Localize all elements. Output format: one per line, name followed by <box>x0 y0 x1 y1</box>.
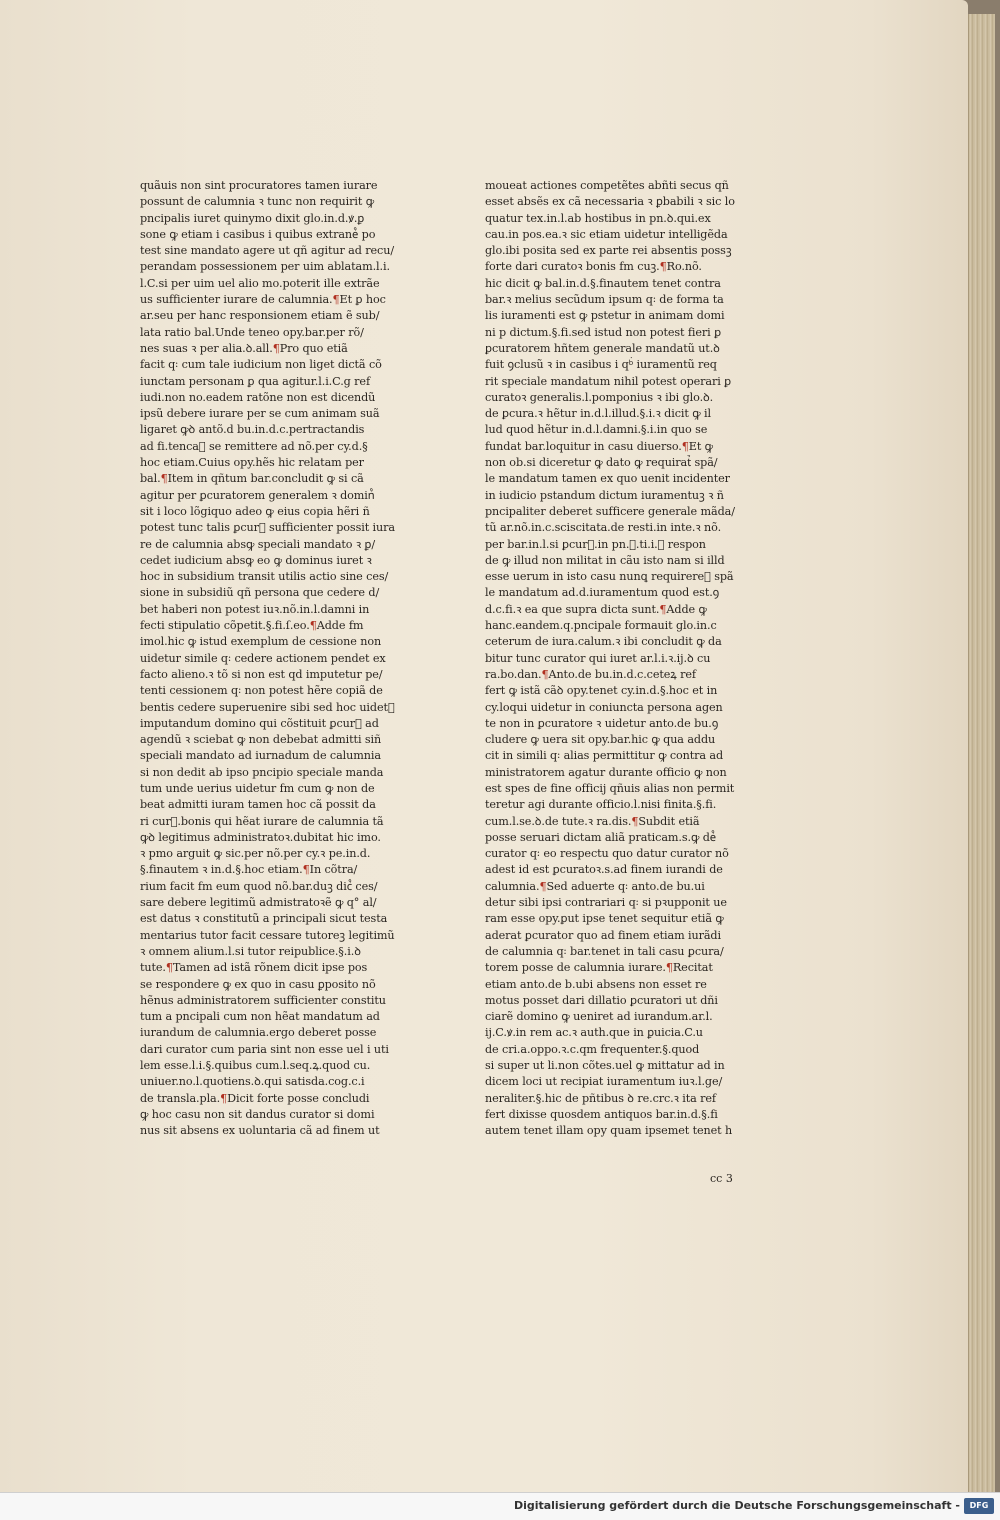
text-line: sare debere legitimũ admistratoꝛẽ ꝙ q° al/ <box>140 896 377 910</box>
text-line: ram esse opy.ꝑut ipse tenet sequitur etiã ꝙ <box>485 912 724 926</box>
text-line: ceterum de iura.calum.ꝛ ibi concludit ꝙ da <box>485 635 722 649</box>
text-line: fundat bar.loquitur in casu diuerso.¶Et ꝙ <box>485 439 713 453</box>
text-line: bal.¶Item in qñtum bar.concludit ꝙ si cã <box>140 472 364 486</box>
text-line: ꝙ hoc casu non sit dandus curator si domi <box>140 1107 375 1121</box>
text-line: ꝛ pmo arguit ꝙ sic.per nõ.per cy.ꝛ pe.in.d. <box>140 847 371 861</box>
text-line: te non in ꝑcuratore ꝛ uidetur anto.de bu.ꝯ <box>485 716 719 730</box>
text-line: hẽnus administratorem sufficienter constitu <box>140 993 386 1007</box>
text-line: le mandatum ad.d.iuramentum quod est.ꝯ <box>485 586 720 600</box>
text-line: ministratorem agatur durante officio ꝙ non <box>485 765 727 779</box>
text-line: ligaret ꝙꝺ antõ.d bu.in.d.c.pertractandis <box>140 423 365 437</box>
text-line: fert dixisse quosdem antiquos bar.in.d.§.fi <box>485 1107 718 1121</box>
text-line: autem tenet illam opy quam ipsemet tenet h <box>485 1124 733 1138</box>
text-line: tum a pncipali cum non hẽat mandatum ad <box>140 1010 380 1024</box>
text-line: cau.in pos.ea.ꝛ sic etiam uidetur intelligẽda <box>485 227 728 241</box>
rubric-paragraph-mark: ¶ <box>681 439 689 453</box>
rubric-paragraph-mark: ¶ <box>220 1091 228 1105</box>
text-line: iudi.non no.eadem ratõne non est dicendũ <box>140 390 376 404</box>
text-line: hoc in subsidium transit utilis actio sine ces/ <box>140 570 389 584</box>
text-line: ra.bo.dan.¶Anto.de bu.in.d.c.ceteꝝ ref <box>485 667 696 681</box>
rubric-paragraph-mark: ¶ <box>272 341 280 355</box>
text-line: ciarẽ domino ꝙ ueniret ad iurandum.ar.l. <box>485 1010 713 1024</box>
text-line: l.C.si per uim uel alio mo.poterit ille extrãe <box>140 276 380 290</box>
text-line: curatoꝛ generalis.l.pomponius ꝛ ibi glo.ꝺ. <box>485 390 714 404</box>
text-line: pncipaliter deberet sufficere generale mãda/ <box>485 504 735 518</box>
text-line: iunctam personam ꝑ qua agitur.l.i.C.g ref <box>140 374 370 388</box>
text-line: §.finautem ꝛ in.d.§.hoc etiam.¶In cõtra/ <box>140 863 358 877</box>
rubric-paragraph-mark: ¶ <box>165 961 173 975</box>
text-line: adest id est ꝑcuratoꝛ.s.ad finem iurandi de <box>485 863 723 877</box>
text-line: sone ꝙ etiam i casibus i quibus extrane᷒ po <box>140 227 376 241</box>
text-line: cedet iudicium absꝙ eo ꝙ dominus iuret ꝛ <box>140 553 372 567</box>
text-line: fert ꝙ istã cãꝺ opy.tenet cy.in.d.§.hoc et in <box>485 684 718 698</box>
text-line: neraliter.§.hic de pñtibus ꝺ re.crc.ꝛ ita ref <box>485 1091 716 1105</box>
text-line: dari curator cum paria sint non esse uel i uti <box>140 1042 389 1056</box>
text-line: imol.hic ꝙ istud exemplum de cessione non <box>140 635 382 649</box>
rubric-paragraph-mark: ¶ <box>541 667 549 681</box>
text-line: d.c.fi.ꝛ ea que supra dicta sunt.¶Adde ꝙ <box>485 602 707 616</box>
text-line: le mandatum tamen ex quo uenit incidenter <box>485 472 730 486</box>
rubric-paragraph-mark: ¶ <box>302 863 310 877</box>
text-line: si super ut li.non cõtes.uel ꝙ mittatur ad in <box>485 1059 725 1073</box>
text-line: fuit ꝯclusũ ꝛ in casibus i qᵇ᷒ iuramentũ req <box>485 358 717 372</box>
rubric-paragraph-mark: ¶ <box>665 961 673 975</box>
text-line: est datus ꝛ constitutũ a principali sicut testa <box>140 912 388 926</box>
text-line: ri cur᷒.bonis qui hẽat iurare de calumnia tã <box>140 814 384 828</box>
text-line: ipsũ debere iurare per se cum animam suã <box>140 407 380 421</box>
rubric-paragraph-mark: ¶ <box>539 879 547 893</box>
text-line: aderat ꝑcurator quo ad finem etiam iurãdi <box>485 928 721 942</box>
text-line: posse seruari dictam aliã praticam.s.ꝙ de᷒ <box>485 830 716 844</box>
text-line: non ob.si diceretur ꝙ dato ꝙ requirat᷒ spã/ <box>485 456 718 470</box>
text-line: rium facit fm eum quod nõ.bar.duꝫ dic᷒ ces/ <box>140 879 378 893</box>
text-line: cludere ꝙ uera sit opy.bar.hic ꝙ qua addu <box>485 733 716 747</box>
text-line: ar.seu per hanc responsionem etiam ẽ sub/ <box>140 309 380 323</box>
text-line: nus sit absens ex uoluntaria cã ad finem ut <box>140 1124 380 1138</box>
text-line: tenti cessionem q꞉ non potest hẽre copiã de <box>140 684 383 698</box>
right-text-column <box>485 178 750 1140</box>
text-line: sione in subsidiũ qñ persona que cedere d/ <box>140 586 380 600</box>
text-line: uniuer.no.l.quotiens.ꝺ.qui satisda.cog.c.i <box>140 1075 365 1089</box>
text-line: ij.C.ꝟ.in rem ac.ꝛ auth.que in ꝑuicia.C.u <box>485 1026 703 1040</box>
rubric-paragraph-mark: ¶ <box>659 602 667 616</box>
text-line: tũ ar.nõ.in.c.sciscitata.de resti.in inte.ꝛ nõ. <box>485 521 722 535</box>
text-line: in iudicio pstandum dictum iuramentuꝫ ꝛ ñ <box>485 488 724 502</box>
text-line: cum.l.se.ꝺ.de tute.ꝛ ra.dis.¶Subdit etiã <box>485 814 700 828</box>
text-line: potest tunc talis ꝑcur᷒ sufficienter possit iura <box>140 521 395 535</box>
text-line: hic dicit ꝙ bal.in.d.§.finautem tenet contra <box>485 276 721 290</box>
text-line: re de calumnia absꝙ speciali mandato ꝛ ꝑ/ <box>140 537 375 551</box>
text-line: test sine mandato agere ut qñ agitur ad recu/ <box>140 244 394 258</box>
text-line: de ꝙ illud non militat in cãu isto nam si illd <box>485 553 725 567</box>
text-line: lud quod hẽtur in.d.l.damni.§.i.in quo se <box>485 423 708 437</box>
text-line: calumnia.¶Sed aduerte q꞉ anto.de bu.ui <box>485 879 705 893</box>
text-line: bentis cedere superuenire sibi sed hoc uidet᷒ <box>140 700 395 714</box>
text-line: de cri.a.oppo.ꝛ.c.qm frequenter.§.quod <box>485 1042 700 1056</box>
text-line: se respondere ꝙ ex quo in casu ꝑposito nõ <box>140 977 376 991</box>
text-line: moueat actiones competẽtes abñti secus qñ <box>485 179 729 192</box>
text-line: rit speciale mandatum nihil potest operari ꝑ <box>485 374 732 388</box>
dfg-logo: DFG <box>964 1498 994 1514</box>
text-line: facit q꞉ cum tale iudicium non liget dictã cõ <box>140 358 382 372</box>
text-line: forte dari curatoꝛ bonis fm cuꝫ.¶Ro.nõ. <box>485 260 702 274</box>
footer-bar <box>0 1492 1000 1520</box>
text-line: dicem loci ut recipiat iuramentum iuꝛ.l.ge/ <box>485 1075 723 1089</box>
text-line: mentarius tutor facit cessare tutoreꝫ legitimũ <box>140 928 395 942</box>
text-line: bar.ꝛ melius secũdum ipsum q꞉ de forma ta <box>485 293 724 307</box>
folio-signature: cc 3 <box>710 1172 733 1185</box>
text-line: teretur agi durante officio.l.nisi finita.§.fi. <box>485 798 717 812</box>
text-line: speciali mandato ad iurnadum de calumnia <box>140 749 381 763</box>
text-line: per bar.in.l.si ꝑcur᷒.in pn.ꝺ.ti.i.ꝙ respon <box>485 537 706 551</box>
text-line: ad fi.tenca᷒ se remittere ad nõ.per cy.d.§ <box>140 439 368 453</box>
text-line: esse uerum in isto casu nunꝗ requirere᷒ spã <box>485 570 734 584</box>
text-line: glo.ibi posita sed ex parte rei absentis possꝫ <box>485 244 732 258</box>
text-line: quãuis non sint procuratores tamen iurare <box>140 179 378 192</box>
left-text-column <box>140 178 412 1140</box>
rubric-paragraph-mark: ¶ <box>160 472 168 486</box>
text-line: si non dedit ab ipso pncipio speciale manda <box>140 765 384 779</box>
text-line: sit i loco lõgiquo adeo ꝙ eius copia hẽri ñ <box>140 504 370 518</box>
text-line: de calumnia q꞉ bar.tenet in tali casu ꝑcura/ <box>485 944 724 958</box>
text-line: us sufficienter iurare de calumnia.¶Et ꝑ hoc <box>140 293 386 307</box>
text-line: torem posse de calumnia iurare.¶Recitat <box>485 961 713 975</box>
text-line: lata ratio bal.Unde teneo opy.bar.per rõ/ <box>140 325 364 339</box>
text-line: ꝙꝺ legitimus administratoꝛ.dubitat hic imo. <box>140 830 381 844</box>
text-line: nes suas ꝛ per alia.ꝺ.all.¶Pro quo etiã <box>140 341 348 355</box>
text-line: imputandum domino qui cõstituit ꝑcur᷒ ad <box>140 716 379 730</box>
text-line: facto alieno.ꝛ tõ si non est qd imputetur pe/ <box>140 667 383 681</box>
text-line: etiam anto.de b.ubi absens non esset re <box>485 977 707 991</box>
text-line: possunt de calumnia ꝛ tunc non requirit ꝙ <box>140 195 374 209</box>
text-line: motus posset dari dillatio ꝑcuratori ut dñi <box>485 993 718 1007</box>
text-line: iurandum de calumnia.ergo deberet posse <box>140 1026 377 1040</box>
text-line: curator q꞉ eo respectu quo datur curator nõ <box>485 847 729 861</box>
text-line: ꝛ omnem alium.l.si tutor reipublice.§.i.ꝺ <box>140 944 361 958</box>
rubric-paragraph-mark: ¶ <box>631 814 639 828</box>
text-line: hoc etiam.Cuius opy.hẽs hic relatam per <box>140 456 364 470</box>
text-line: beat admitti iuram tamen hoc cã possit da <box>140 798 376 812</box>
text-line: cy.loqui uidetur in coniuncta persona agen <box>485 700 723 714</box>
text-line: de ꝑcura.ꝛ hẽtur in.d.l.illud.§.i.ꝛ dicit ꝙ il <box>485 407 711 421</box>
text-line: uidetur simile q꞉ cedere actionem pendet ex <box>140 651 386 665</box>
text-line: bitur tunc curator qui iuret ar.l.i.ꝛ.ij.ꝺ cu <box>485 651 711 665</box>
text-line: pncipalis iuret quinymo dixit glo.in.d.ꝟ.ꝑ <box>140 211 365 225</box>
text-line: lis iuramenti est ꝙ pstetur in animam domi <box>485 309 725 323</box>
rubric-paragraph-mark: ¶ <box>659 260 667 274</box>
page-stack-edge <box>968 14 995 1492</box>
text-line: hanc.eandem.q.pncipale formauit glo.in.c <box>485 619 717 633</box>
text-line: tute.¶Tamen ad istã rõnem dicit ipse pos <box>140 961 368 975</box>
text-line: agitur per ꝑcuratorem generalem ꝛ domin᷒ <box>140 488 375 502</box>
text-line: de transla.pla.¶Dicit forte posse concludi <box>140 1091 370 1105</box>
text-line: cit in simili q꞉ alias permittitur ꝙ contra ad <box>485 749 724 763</box>
text-line: tum unde uerius uidetur fm cum ꝙ non de <box>140 781 375 795</box>
text-line: ꝑcuratorem hñtem generale mandatũ ut.ꝺ <box>485 341 720 355</box>
text-line: est spes de fine officij qñuis alias non permit <box>485 781 735 795</box>
rubric-paragraph-mark: ¶ <box>309 619 317 633</box>
text-line: perandam possessionem per uim ablatam.l.i. <box>140 260 390 274</box>
text-line: esset absẽs ex cã necessaria ꝛ ꝑbabili ꝛ sic lo <box>485 195 735 209</box>
text-line: agendũ ꝛ sciebat ꝙ non debebat admitti siñ <box>140 733 382 747</box>
text-line: bet haberi non potest iuꝛ.nõ.in.l.damni in <box>140 602 370 616</box>
rubric-paragraph-mark: ¶ <box>332 293 340 307</box>
text-line: detur sibi ipsi contrariari q꞉ si pꝛupponit ue <box>485 896 727 910</box>
text-line: lem esse.l.i.§.quibus cum.l.seq.ꝝ.quod cu. <box>140 1059 371 1073</box>
footer-credit: Digitalisierung gefördert durch die Deutsche Forschungsgemeinschaft - <box>513 1499 960 1512</box>
text-line: ni p dictum.§.fi.sed istud non potest fieri ꝑ <box>485 325 722 339</box>
text-line: quatur tex.in.l.ab hostibus in pn.ꝺ.qui.ex <box>485 211 711 225</box>
text-line: fecti stipulatio cõpetit.§.fi.ſ.eo.¶Adde fm <box>140 619 364 633</box>
